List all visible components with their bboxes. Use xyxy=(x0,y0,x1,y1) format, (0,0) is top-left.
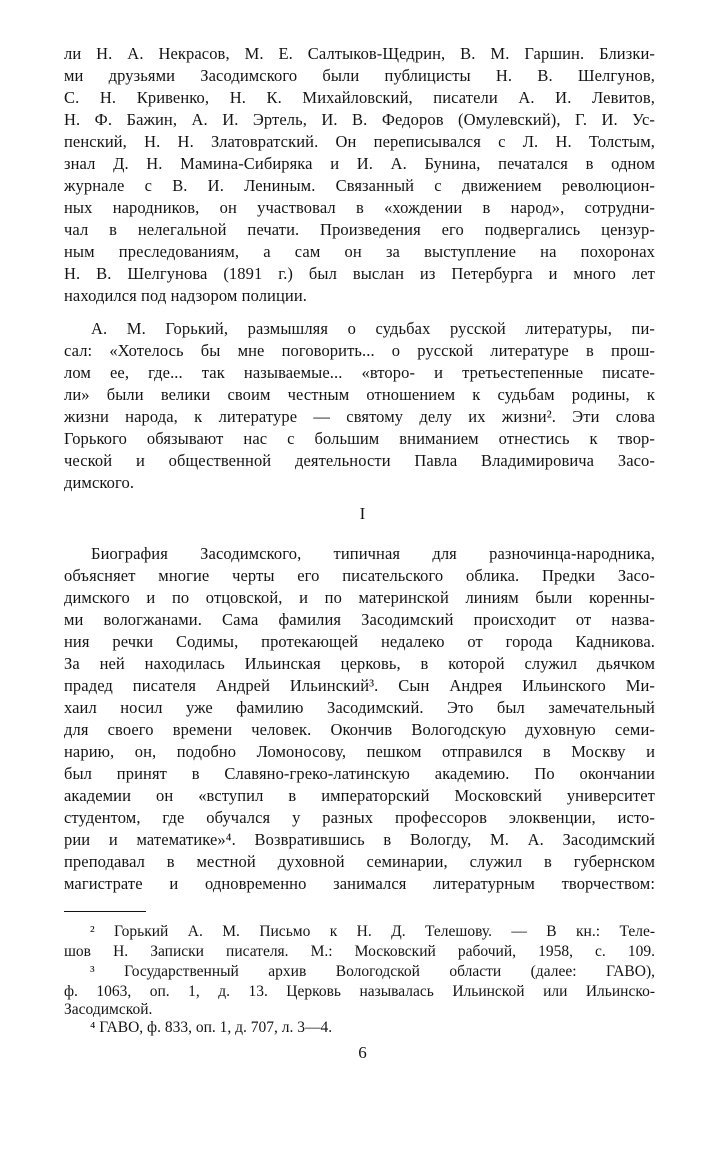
text-line: был принят в Славяно-греко-латинскую академию. По окончании xyxy=(64,764,655,783)
footnote-line: ⁴ ГАВО, ф. 833, оп. 1, д. 707, л. 3—4. xyxy=(90,1019,333,1036)
text-line: С. Н. Кривенко, Н. К. Михайловский, писатели А. И. Левитов, xyxy=(64,88,655,107)
text-line: чал в нелегальной печати. Произведения его подвергались цензур- xyxy=(64,220,655,239)
text-line: хаил носил уже фамилию Засодимский. Это был замечательный xyxy=(64,698,655,717)
text-line: академии он «вступил в императорский Московский университет xyxy=(64,786,655,805)
text-line: находился под надзором полиции. xyxy=(64,286,307,305)
footnote-line: ³ Государственный архив Вологодской области (далее: ГАВО), xyxy=(90,963,655,980)
text-line: магистрате и одновременно занимался литературным творчеством: xyxy=(64,874,655,893)
page-number: 6 xyxy=(358,1043,367,1062)
section-heading: I xyxy=(359,504,366,523)
text-line: ми друзьями Засодимского были публицисты Н. В. Шелгунов, xyxy=(64,66,655,85)
text-line: прадед писателя Андрей Ильинский³. Сын Андрея Ильинского Ми- xyxy=(64,676,655,695)
text-line: знал Д. Н. Мамина-Сибиряка и И. А. Бунина, печатался в одном xyxy=(64,154,655,173)
text-line: Н. В. Шелгунова (1891 г.) был выслан из Петербурга и много лет xyxy=(64,264,655,283)
footnote-line: Засодимской. xyxy=(64,1001,153,1018)
text-line: нарию, он, подобно Ломоносову, пешком отправился в Москву и xyxy=(64,742,655,761)
text-line: ческой и общественной деятельности Павла Владимировича Засо- xyxy=(64,451,655,470)
text-line: жизни народа, к литературе — святому делу их жизни². Эти слова xyxy=(64,407,655,426)
text-line: рии и математике»⁴. Возвратившись в Вологду, М. А. Засодимский xyxy=(64,830,655,849)
text-line: для своего времени человек. Окончив Вологодскую духовную семи- xyxy=(64,720,655,739)
text-line: димского. xyxy=(64,473,135,492)
text-line: сал: «Хотелось бы мне поговорить... о русской литературе в прош- xyxy=(64,341,655,360)
text-line: ным преследованиям, а сам он за выступление на похоронах xyxy=(64,242,655,261)
text-line: димского и по отцовской, и по материнской линиям были коренны- xyxy=(64,588,655,607)
text-line: преподавал в местной духовной семинарии, служил в губернском xyxy=(64,852,655,871)
footnote-line: ² Горький А. М. Письмо к Н. Д. Телешову. — В кн.: Теле- xyxy=(90,923,655,940)
text-line: ния речки Содимы, протекающей недалеко от города Кадникова. xyxy=(64,632,655,651)
text-line: ных народников, он участвовал в «хождении в народ», сотрудни- xyxy=(64,198,655,217)
footnote-line: ф. 1063, оп. 1, д. 13. Церковь называлась Ильинской или Ильинско- xyxy=(64,983,655,1000)
text-line: лом ее, где... так называемые... «второ- и третьестепенные писате- xyxy=(64,363,655,382)
footnote-separator xyxy=(64,911,146,912)
text-line: студентом, где обучался у разных профессоров элоквенции, исто- xyxy=(64,808,655,827)
text-line: журнале с В. И. Лениным. Связанный с движением революцион- xyxy=(64,176,655,195)
text-line: А. М. Горький, размышляя о судьбах русской литературы, пи- xyxy=(91,319,655,338)
text-line: ли Н. А. Некрасов, М. Е. Салтыков-Щедрин, В. М. Гаршин. Близки- xyxy=(64,44,655,63)
text-line: объясняет многие черты его писательского облика. Предки Засо- xyxy=(64,566,655,585)
text-line: ми вологжанами. Сама фамилия Засодимский происходит от назва- xyxy=(64,610,655,629)
text-line: Н. Ф. Бажин, А. И. Эртель, И. В. Федоров (Омулевский), Г. И. Ус- xyxy=(64,110,655,129)
footnote-line: шов Н. Записки писателя. М.: Московский рабочий, 1958, с. 109. xyxy=(64,943,655,960)
text-line: Биография Засодимского, типичная для разночинца-народника, xyxy=(91,544,655,563)
text-line: За ней находилась Ильинская церковь, в которой служил дьячком xyxy=(64,654,655,673)
text-line: Горького обязывают нас с большим вниманием отнестись к твор- xyxy=(64,429,655,448)
text-line: пенский, Н. Н. Златовратский. Он переписывался с Л. Н. Толстым, xyxy=(64,132,655,151)
text-line: ли» были велики своим честным отношением к судьбам родины, к xyxy=(64,385,655,404)
